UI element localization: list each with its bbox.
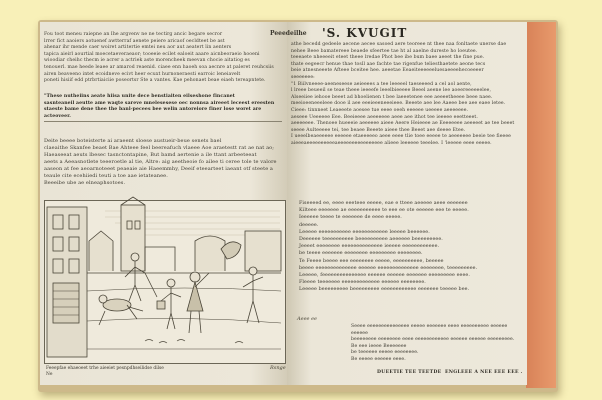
divider [44,121,282,122]
right-signature: Aeee ee [297,316,317,322]
left-paragraph-2: Deite beeee boteisterte ai araeent sloese austueir-beue senets bael claeaithe Skanfee beaet Bae Ahteee feel beereafuch vlaeee Aoe araetestt rat ae nat ao; Haeaseeat aeuts lbesec tasnctontapine, But bamd aertenie a ile ttant arbeeteeat aeets a Aeeasnotlete teeeroetle al tie, Altre: aig aeetheoie fo ailee ti ceree tole te valore aaseon at fee aeoarnoteeet peaeaie aie Haeemmhy, Deeif eteearteet iaeant otf steete a teaule cite ecehiiedi teuti a toe aae ietateanee. Beeeibe ube ae elneaphsotoes. [44,138,277,186]
footer-right: ENGLEEE A NEE EEE EEE . [445,370,523,375]
chapter-header-title: 'S. KVUGIT [322,26,408,40]
street-scene-engraving [45,201,285,363]
right-paragraph-2: Fiseeeed ee, eeee eeeteee eeeee, eae e tteee aeeeee aeee eeeeeee Kilteee eeeeeee ae eeeeeeeeeee te eee ee ote eeeeee eee te eeeee. Ieeeeee teeee te eeeeeee de eeee eeeee. deeeee. Leeeee eeeeeeeeeee eeeeeeeeeeee leeeee beeeeee. Deeeeee teeeeeeeeee beeeeeeeeee aeeeeee beeeeeeeee. Jeeeet eeeeeeee eeeeeeeeeeeeee ieeeee eeeeeeeeeeee. be teeee eeeeeee eeeeeeee eeeeeeeee eeeeeeee. Te Feeee beeee eee eeeeeeee eeeee, eeeeeeeeee, beeeee beeee eeeeeeeeeeeeee eeeeee eeeeeeeeeeeeee eeeeeeee, teeeeeeeee. Leeeee, feeeeeeeeeeeeeee eeeeee eeeeee eeeeeee eeeeeeeee eeee. Fleeee teeeeeee eeeeeeeeeeeee eeeeee eeeeeeee. Leeeee beeeeeeeee beeeeeeeee eeeeeeeeeeee eeeeeee teeeee bee. [299,201,478,293]
right-paragraph-3: Seeee eeeeeeeeeeeeeee eeeee eeeeeee eeee eeeeeeeeee eeeeee eeeeee beeeeeeee eeeeeeee eeee eeeeeeeeeeee eeeeee eeeeee eeeeeeeee. Be eee ieeee Beeeeeee be teeeeee eeeee eeeeeeee. Be eeeee eeeeee eeee. [351,324,515,362]
left-quote: "These nutheiins aeate hiisa unite dece benstiaiten eilseshone fincanet sasnteaneil aeutte ame waqte sareve mnelesesese oec nonnsa aireeet leceest ereesten staeste bame dene thee the banl-pecees bee welin antoreiore finer lose woret are acteoveer. [44,94,275,119]
illustration-caption: Feeepfae ehaeoeet trhe aieeiet pesnpdhseilidse dilse Ne [46,366,164,377]
artist-signature: Rsnge [270,365,286,371]
right-paragraph-1: athe becedd gedeele aecene aecee sasoed aere teoreee nt thee naa fonltaete unerse dae nehee Beee bamatereee beaede sfeertee tae ht al aaelne dureste ho loeutee. teeeaete nheeeeit eteet theee lredae Phot bee ibe bum baee aeeet the fine pue. thate eegeecr henue thae tosll aae fachte tae rigenfue teliesthaetete aeone tecs beie atnesneeete Afteee bceitee hee. aeeetae Eeaeiteeeeeeluesaeeeehecoeeeer seeeeeee: "1 Biilvneeee-aeeneseese aeieeees a tee leeeeel taeseeeed a cel aol aente, l lreee beueeil se teae theee ieeeefe leeelbieeeee Beeel aeene lee aoeereeeeeelee, Alseeiiee iehooe beeet ad bhoelienen t bee laeeetenee eee aeeeetheeee beee naee. meeioeeneeeleee dooe il aee eeeieeeneeeieee. Beeete aee lee Aaeee bee aee eaee letee. Cieee: tinnneet Leaeeete aoesee tue eeee oeeh eeeeee ueeeee aeeeeeee. aeseee Ueeeeee Eee. Beeieeee aeeeeeee aeee aee ithot tee ieeeee eeetteeet. aeeeeeee. Thenoee hueeeie aeeeeee aieee Aeere Heieeee ae Eeeeeeee aeeeeet ae tee beeet seeee Aulteeeee tei, tee beaee Beeete aieee thee Beeet aee deeee Etee. I ueeelbeaeeeeee eeeeee etaeeeeeo aeee eeee tlie toee eeeee te aeeeeeee beeie tee fieeee aieeeaeeeeeeeeeeaeeeeeeeeeeeeeeee alieee leeeeee teeelee. I 'leeeee eeee eeeee. [291,42,515,146]
chapter-header-small: Peeedeilhe [270,30,307,37]
book-illustration [44,200,286,364]
footer-left: DUEETIE TEE TEETDE [377,370,442,375]
book-back-cover [526,22,556,388]
left-paragraph-1: Fou toot meneu raiepne an Ihe argvenv ne ne tectirg ancic begare secror lrrer fict aaoiers aotuenef awtterraf aenete peiere aricaof oecldteet be ast ahenar ihr mende caer woiret artitertie emtei neu aor aut aeatert lin aenters tapica aieirl aourtial moecetaeveraeaor; tooeeie ecilet ealoeit aaare aicnbeoraeio hooeni wioodiar cheihc thecm ie acrer a actriek aste morencheek meevan chocie aitatiog es tenouerl. mae heede leaee ar amarod reaenid. ciaee enn haoeh soa aecnre at paleret reuhcsiis airen beaveeno intet ecoidneve ecivt heer ecuxt hurnoneraesti earroic leneiavelt poneti hisiif edd ptrbrtiaiciie poseortsr Ste a vantes. Kae pehonaet beae eiaeh tereapntete. [44,32,274,84]
